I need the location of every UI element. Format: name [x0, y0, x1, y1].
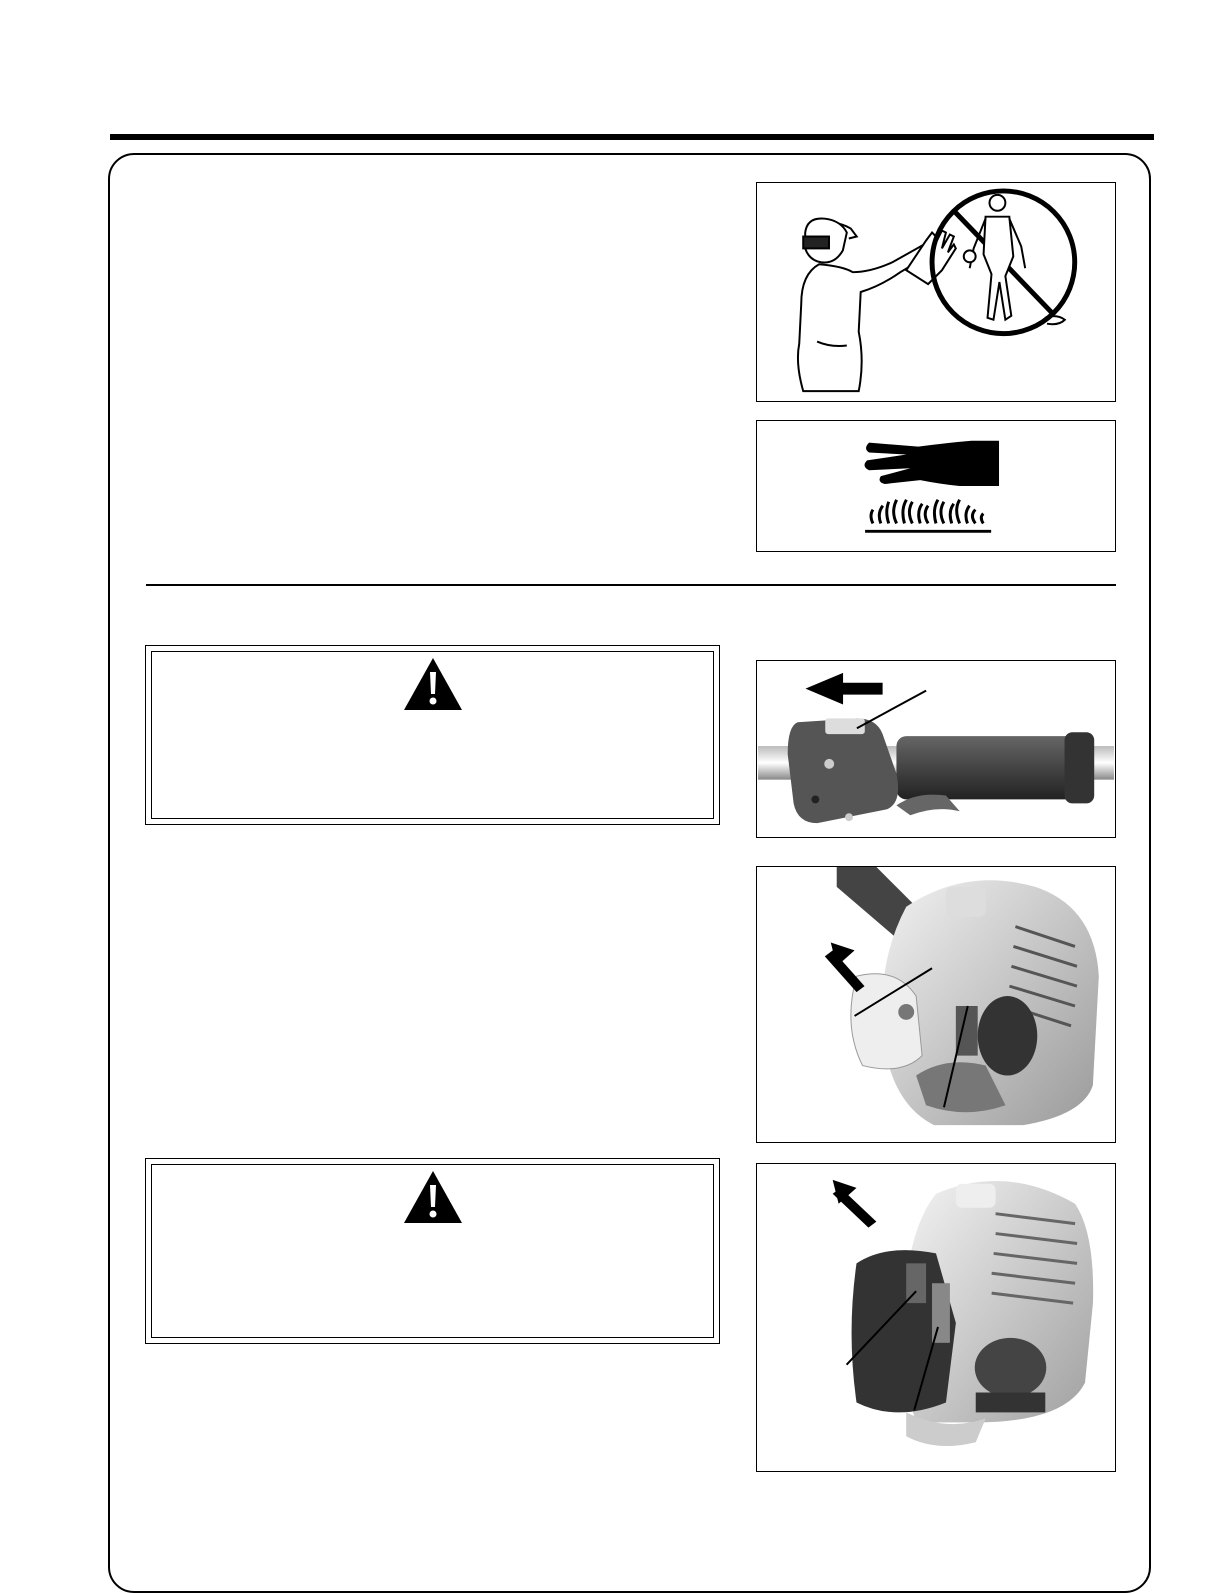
warning-box: [145, 1158, 720, 1344]
warning-box: [145, 645, 720, 825]
engine-ignition-photo: [757, 867, 1115, 1142]
engine-spark-plug-figure: [756, 1163, 1116, 1472]
throttle-handle-photo: [757, 661, 1115, 837]
warning-triangle-icon: [402, 656, 464, 712]
throttle-handle-figure: [756, 660, 1116, 838]
engine-spark-plug-photo: [757, 1164, 1115, 1471]
bystander-warning-figure: [756, 182, 1116, 402]
hot-surface-figure: [756, 420, 1116, 552]
header-rule: [110, 134, 1154, 140]
operator-warning-bystander-icon: [757, 183, 1115, 401]
warning-triangle-icon: [402, 1169, 464, 1225]
left-arrow-icon: [805, 673, 882, 705]
section-divider: [146, 584, 1116, 586]
engine-wire-figure: [756, 866, 1116, 1143]
hot-surface-hand-icon: [757, 421, 1115, 551]
up-left-arrow-icon: [833, 1180, 877, 1228]
up-left-arrow-icon: [825, 942, 865, 992]
